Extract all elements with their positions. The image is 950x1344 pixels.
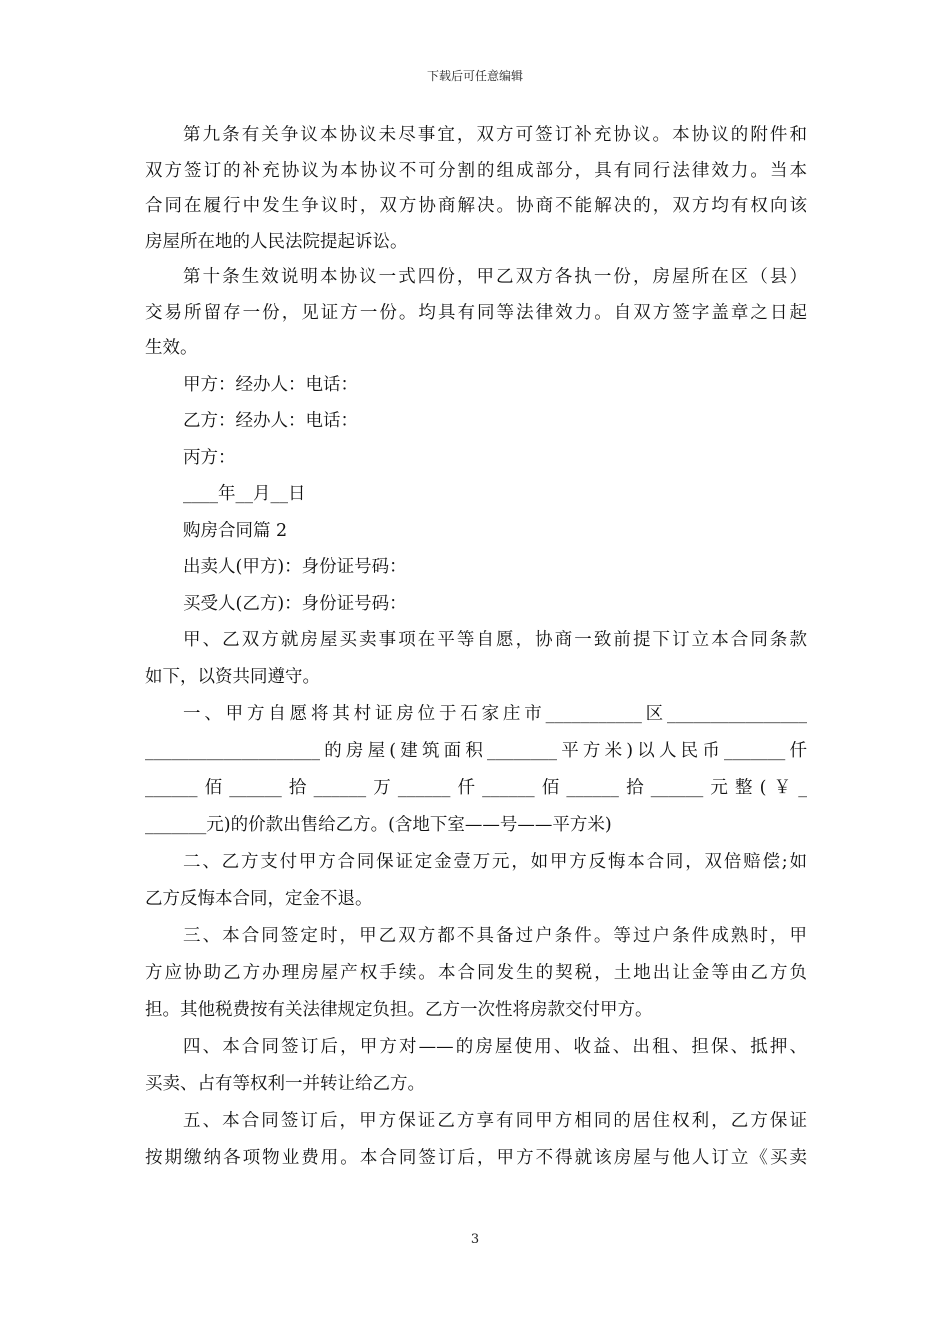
text-line: 生效。: [145, 338, 198, 358]
seller-line: 出卖人(甲方)：身份证号码：: [183, 557, 407, 577]
clause-line: 按期缴纳各项物业费用。本合同签订后，甲方不得就该房屋与他人订立《买卖: [145, 1148, 807, 1168]
text-line: 交易所留存一份，见证方一份。均具有同等法律效力。自双方签字盖章之日起: [145, 302, 807, 323]
clause-line: 四、本合同签订后，甲方对——的房屋使用、收益、出租、担保、抵押、: [183, 1037, 807, 1057]
clause-line: 方应协助乙方办理房屋产权手续。本合同发生的契税，土地出让金等由乙方负: [145, 963, 807, 983]
text-line: 合同在履行中发生争议时，双方协商解决。协商不能解决的，双方均有权向该: [145, 196, 807, 216]
text-line: 甲、乙双方就房屋买卖事项在平等自愿，协商一致前提下订立本合同条款: [183, 630, 807, 650]
clause-line: 五、本合同签订后，甲方保证乙方享有同甲方相同的居住权利，乙方保证: [183, 1111, 807, 1131]
text-line: 双方签订的补充协议为本协议不可分割的组成部分，具有同行法律效力。当本: [145, 160, 807, 181]
signature-line-party-a: 甲方：经办人：电话：: [183, 374, 358, 395]
clause-line: ____________________的房屋(建筑面积________平方米)以人民币_______仟: [145, 741, 807, 761]
clause-line: ______佰______拾______万______仟______佰______拾______元整(￥_: [145, 778, 807, 798]
clause-line: 买卖、占有等权利一并转让给乙方。: [145, 1074, 425, 1094]
text-line: 如下，以资共同遵守。: [145, 667, 320, 687]
text-line: 第十条生效说明本协议一式四份，甲乙双方各执一份，房屋所在区（县）: [183, 267, 807, 287]
document-body: [145, 118, 807, 1177]
clause-line: _______元)的价款出售给乙方。(含地下室——号——平方米): [145, 815, 612, 835]
section-title: 购房合同篇 2: [183, 520, 288, 541]
clause-line: 乙方反悔本合同，定金不退。: [145, 889, 373, 909]
signature-line-party-b: 乙方：经办人：电话：: [183, 411, 358, 431]
clause-line: 三、本合同签定时，甲乙双方都不具备过户条件。等过户条件成熟时，甲: [183, 926, 807, 946]
signature-line-party-c: 丙方：: [183, 447, 236, 468]
page-number: 3: [470, 1232, 480, 1247]
clause-line: 一、甲方自愿将其村证房位于石家庄市___________区________________: [183, 704, 807, 724]
text-line: 第九条有关争议本协议未尽事宜，双方可签订补充协议。本协议的附件和: [183, 125, 807, 145]
clause-line: 二、乙方支付甲方合同保证定金壹万元，如甲方反悔本合同，双倍赔偿;如: [183, 852, 807, 872]
buyer-line: 买受人(乙方)：身份证号码：: [183, 593, 407, 614]
page-header: 下载后可任意编辑: [426, 69, 523, 83]
text-line: 房屋所在地的人民法院提起诉讼。: [145, 231, 408, 252]
clause-line: 担。其他税费按有关法律规定负担。乙方一次性将房款交付甲方。: [145, 1000, 653, 1020]
date-line: ____年__月__日: [183, 484, 306, 504]
